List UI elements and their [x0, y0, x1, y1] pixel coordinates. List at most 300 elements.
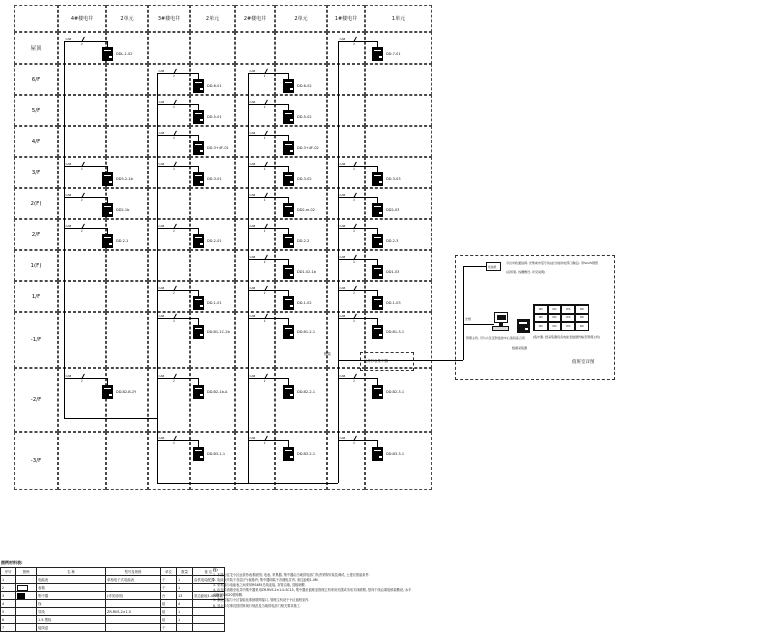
branch-line [157, 318, 198, 319]
branch-line [338, 41, 377, 42]
grid-cell [190, 188, 235, 219]
column-header: 2#楼电井 [235, 5, 275, 32]
cable-label: CAB [158, 223, 165, 228]
grid-cell [106, 432, 148, 490]
legend-cell: 1 [177, 608, 193, 616]
grid-cell [106, 250, 148, 281]
detail-title: 值班室详图 [572, 360, 595, 365]
bank-meter-cell: Wh [548, 322, 562, 331]
meter-label: DD-1-03 [386, 301, 401, 305]
tick-count: 2 [353, 229, 355, 233]
floor-label: 2/F [14, 219, 58, 250]
branch-line [338, 197, 377, 198]
notes-title: 注: [213, 568, 219, 572]
collector-device-icon [517, 319, 530, 333]
tick-count: 2 [263, 74, 266, 78]
branch-line [157, 73, 198, 74]
meter-label: DD-5-01 [207, 115, 222, 119]
branch-line [157, 166, 198, 167]
branch-line [157, 440, 198, 441]
cable-label: CAB [158, 161, 165, 166]
grid-cell [58, 95, 106, 126]
meter-symbol [283, 265, 294, 279]
meter-label: DD-3-02 [297, 177, 312, 181]
riser-line [64, 41, 65, 418]
meter-label: DD-B3-2-1 [297, 452, 316, 456]
branch-drop [288, 440, 289, 447]
cable-label: CAB [249, 99, 256, 104]
legend-cell [193, 608, 225, 616]
grid-cell [235, 32, 275, 64]
branch-drop [198, 440, 199, 447]
meter-symbol [372, 203, 383, 217]
meter-label: DD-1-01 [207, 301, 222, 305]
tick-count: 2 [173, 74, 175, 78]
tick-count: 2 [173, 291, 175, 295]
meter-bank [533, 304, 589, 331]
grid-cell [275, 312, 327, 368]
meter-symbol [102, 385, 113, 399]
tick-count: 2 [173, 319, 175, 323]
grid-cell [58, 312, 106, 368]
meter-label: DD-1-02 [297, 301, 312, 305]
meter-symbol [193, 79, 204, 93]
meter-label: DD-2-01 [207, 239, 222, 243]
cable-label: CAB [249, 285, 256, 290]
tick-count: 2 [80, 229, 83, 233]
legend-cell [193, 616, 225, 624]
legend-cell: 个 [161, 576, 177, 584]
grid-cell [190, 32, 235, 64]
branch-line [338, 440, 377, 441]
legend-cell: 个 [161, 624, 177, 632]
legend-cell [193, 624, 225, 632]
monitor-screen [497, 315, 506, 321]
meter-symbol [193, 385, 204, 399]
legend-cell: 电能表 [37, 576, 106, 584]
meter-label: DDL-1-02 [116, 52, 133, 56]
tick-count: 2 [263, 105, 266, 109]
branch-line [338, 378, 377, 379]
legend-cell: 线 [37, 600, 106, 608]
branch-line [248, 228, 288, 229]
floor-label: 6/F [14, 64, 58, 95]
floor-label: -2/F [14, 368, 58, 432]
legend-cell: (详见说明) [106, 592, 161, 600]
collector-caption: 数据采集器 [512, 346, 528, 350]
grid-cell [148, 250, 190, 281]
branch-line [64, 41, 107, 42]
meter-symbol [283, 141, 294, 155]
meter-symbol [372, 234, 383, 248]
branch-line [248, 290, 288, 291]
grid-cell [327, 64, 365, 95]
branch-drop [288, 318, 289, 325]
meter-symbol [102, 172, 113, 186]
meter-box-symbol [17, 585, 28, 591]
legend-cell: 组 [161, 608, 177, 616]
cable-label: CAB [339, 192, 346, 197]
branch-line [338, 228, 377, 229]
grid-cell [106, 126, 148, 157]
meter-label: DD-3-01 [207, 177, 222, 181]
column-header: 2单元 [106, 5, 148, 32]
branch-line [248, 318, 288, 319]
meter-label: DD-B2-2-1 [297, 390, 316, 394]
meter-symbol [193, 325, 204, 339]
cable-label: CAB [249, 68, 256, 73]
tick-count: 2 [263, 198, 266, 202]
meter-symbol [372, 447, 383, 461]
legend-cell [106, 616, 161, 624]
keyboard-icon [492, 326, 509, 331]
column-header: 2单元 [275, 5, 327, 32]
legend-cell [16, 608, 37, 616]
floor-label: 4/F [14, 126, 58, 157]
tick-count: 2 [173, 167, 175, 171]
legend-header-cell: 单位 [161, 568, 177, 576]
branch-line [248, 73, 288, 74]
grid-cell [327, 32, 365, 64]
column-header: 2单元 [190, 5, 235, 32]
note-item: 1. 本图为住宅小区远传抄表系统图; 电表, 采集器, 集中器由当地供电部门负责采购安装及调试, 土建仅预留条件. [213, 573, 370, 577]
grid-cell [235, 312, 275, 368]
legend-header-cell: 数量 [177, 568, 193, 576]
branch-drop [377, 378, 378, 385]
floor-label: 屋顶 [14, 32, 58, 64]
meter-label: DD-3-03 [386, 177, 401, 181]
tick-count: 2 [353, 319, 355, 323]
grid-cell [148, 188, 190, 219]
branch-line [338, 166, 377, 167]
meter-label: DD2-1b [116, 208, 130, 212]
grid-cell [148, 32, 190, 64]
cable-label: CAB [65, 223, 72, 228]
note-item: 4. 由各层表箱至电井内集中器采用ZR-RVS-2×1.0-SC15, 集中器至值班室管理主机采用光缆或市话专线联网, 竖向干线沿弱电桥架敷设, 水平支线穿JDG20管暗敷. [213, 588, 412, 598]
branch-line [64, 378, 107, 379]
legend-cell: 1 [177, 616, 193, 624]
branch-line [248, 197, 288, 198]
legend-cell: 2 [1, 584, 16, 592]
legend-cell [16, 576, 37, 584]
floor-label: 5/F [14, 95, 58, 126]
tick-count: 2 [353, 260, 355, 264]
cable-label: CAB [65, 36, 72, 41]
riser-line [338, 41, 339, 483]
legend-cell [106, 584, 161, 592]
meter-symbol [193, 296, 204, 310]
cable-label: CAB [65, 373, 72, 378]
legend-cell: 接线盒 [37, 624, 106, 632]
incoming-spec-line2: (沿桥架, 线槽敷设, 详见说明) [506, 270, 546, 274]
legend-cell: 表箱 [37, 584, 106, 592]
floor-label: 1/F [14, 281, 58, 312]
meter-label: DD-3+4F-02 [297, 146, 319, 150]
bank-meter-cell: Wh [548, 314, 562, 323]
grid-cell [58, 432, 106, 490]
branch-line [64, 228, 107, 229]
legend-cell: 6 [1, 616, 16, 624]
meter-label: DD2-03 [386, 208, 400, 212]
branch-drop [288, 378, 289, 385]
tick-count: 2 [173, 229, 175, 233]
grid-cell [327, 126, 365, 157]
legend-cell: 个 [161, 584, 177, 592]
legend-cell: 组 [161, 600, 177, 608]
bank-meter-cell: Wh [534, 314, 548, 323]
tick-count: 2 [173, 379, 175, 383]
bank-meter-cell: Wh [561, 322, 575, 331]
grid-cell [58, 126, 106, 157]
grid-cell [106, 95, 148, 126]
legend-cell: 4 [1, 600, 16, 608]
floor-label: 3/F [14, 157, 58, 188]
meter-label: DD-2-2 [297, 239, 310, 243]
fiber-label: 光缆 [465, 317, 472, 321]
branch-line [338, 290, 377, 291]
trunk-line [64, 418, 157, 419]
tick-count: 2 [80, 42, 83, 46]
grid-cell [327, 219, 365, 250]
floor-label: 2(F) [14, 188, 58, 219]
grid-cell [190, 250, 235, 281]
grid-cell [148, 126, 190, 157]
legend-cell [106, 600, 161, 608]
tick-count: 2 [353, 291, 355, 295]
grid-cell [327, 250, 365, 281]
grid-cell [365, 64, 432, 95]
meter-label: DD-B2-3-1 [386, 390, 405, 394]
legend-header-cell: 图例 [16, 568, 37, 576]
meter-label: DD-B2-1b-A [207, 390, 228, 394]
branch-line [64, 197, 107, 198]
grid-cell [148, 219, 190, 250]
grid-cell [106, 368, 148, 432]
host-caption: 管理主机, 可与小区安防监控中心值班室合用 [466, 336, 525, 340]
cable-label: CAB [339, 254, 346, 259]
legend-cell: 1 [177, 584, 193, 592]
cable-label: CAB [339, 435, 346, 440]
cable-label: CAB [249, 313, 256, 318]
legend-cell [16, 600, 37, 608]
grid-cell [327, 281, 365, 312]
branch-drop [198, 318, 199, 325]
legend-cell: 底边距地1.4M明装 [193, 592, 225, 600]
cable-label: CAB [65, 161, 72, 166]
legend-cell: 1 [1, 576, 16, 584]
cable-label: CAB [158, 373, 165, 378]
note-item: 6. 其余未尽事宜按国家现行规范及当地供电部门相关要求施工. [213, 603, 301, 608]
floor-label: -3/F [14, 432, 58, 490]
tick-count: 2 [263, 167, 266, 171]
legend-cell: 4 [177, 600, 193, 608]
legend-table [0, 567, 225, 632]
column-header: 1#楼电井 [327, 5, 365, 32]
tick-count: 2 [353, 42, 355, 46]
cable-label: CAB [158, 435, 165, 440]
legend-cell [16, 592, 37, 600]
tick-count: 2 [263, 136, 266, 140]
branch-line [157, 135, 198, 136]
bank-meter-cell: Wh [575, 305, 589, 314]
grid-cell [148, 312, 190, 368]
legend-cell [177, 624, 193, 632]
meter-label: DD-B1-3-1 [386, 330, 405, 334]
meter-symbol [102, 203, 113, 217]
cable-label: CAB [158, 313, 165, 318]
tick-count: 2 [263, 260, 266, 264]
meter-symbol [102, 234, 113, 248]
grid-cell [275, 32, 327, 64]
cable-label: CAB [339, 373, 346, 378]
meter-symbol [372, 265, 383, 279]
cable-label: CAB [249, 223, 256, 228]
legend-header-cell: 名 称 [37, 568, 106, 576]
legend-cell [16, 616, 37, 624]
grid-cell [58, 281, 106, 312]
cable-label: CAB [158, 99, 165, 104]
legend-cell: 台 [161, 592, 177, 600]
bank-meter-cell: Wh [575, 322, 589, 331]
grid-cell [327, 157, 365, 188]
cable-label: CAB [158, 285, 165, 290]
cable-label: CAB [339, 285, 346, 290]
meter-symbol [193, 447, 204, 461]
bank-meter-cell: Wh [534, 305, 548, 314]
meter-symbol [283, 110, 294, 124]
meter-symbol [193, 234, 204, 248]
branch-drop [198, 378, 199, 385]
meter-symbol [283, 385, 294, 399]
meter-label: DD-B1-1C-2b [207, 330, 230, 334]
branch-line [248, 259, 288, 260]
cable-label: CAB [249, 161, 256, 166]
meter-label: DD-5-02 [297, 115, 312, 119]
tick-count: 2 [353, 379, 355, 383]
tick-count: 2 [353, 167, 355, 171]
legend-title: 图例材料表: [1, 560, 23, 565]
grid-cell [190, 312, 235, 368]
meter-symbol [283, 447, 294, 461]
legend-header-cell: 型号及规格 [106, 568, 161, 576]
grid-cell [148, 157, 190, 188]
tick-count: 2 [263, 291, 266, 295]
grid-cell [58, 64, 106, 95]
meter-label: DD1-02-1b [297, 270, 317, 274]
meter-symbol [283, 79, 294, 93]
meter-symbol [372, 172, 383, 186]
tick-count: 2 [80, 198, 83, 202]
cable-label: CAB [249, 192, 256, 197]
meter-symbol [193, 141, 204, 155]
grid-cell [106, 281, 148, 312]
meter-symbol [283, 296, 294, 310]
legend-cell: 单相电子式电能表 [106, 576, 161, 584]
tick-count: 2 [173, 441, 175, 445]
tick-count: 2 [80, 379, 83, 383]
note-item: 5. 系统预留与小区智能化系统联网接口, 管理主机设于小区值班室内. [213, 598, 310, 603]
bank-meter-cell: Wh [561, 314, 575, 323]
meter-label: DD-B1-2-1 [297, 330, 316, 334]
cable-label: CAB [339, 161, 346, 166]
legend-header-cell: 序号 [1, 568, 16, 576]
trunk-line [157, 483, 338, 484]
grid-cell [14, 5, 58, 32]
legend-cell: 7 [1, 624, 16, 632]
grid-cell [148, 281, 190, 312]
legend-cell: 1 [177, 576, 193, 584]
legend-cell: 导线 [37, 608, 106, 616]
meter-symbol [283, 172, 294, 186]
legend-cell [106, 624, 161, 632]
branch-line [157, 228, 198, 229]
legend-cell: 集中器 [37, 592, 106, 600]
tick-count: 2 [263, 319, 266, 323]
bank-caption: (集中器, 经采集器将各电能表数据传输至管理主机) [533, 335, 601, 339]
branch-drop [377, 318, 378, 325]
branch-drop [107, 378, 108, 385]
grid-cell [106, 312, 148, 368]
notes-block [213, 568, 413, 609]
column-header: 1单元 [365, 5, 432, 32]
meter-label: DD-2-1 [116, 239, 129, 243]
cable-label: CAB [65, 192, 72, 197]
branch-line [248, 104, 288, 105]
concentrator-symbol [17, 593, 25, 599]
meter-symbol [283, 203, 294, 217]
legend-cell [16, 584, 37, 592]
collector-box-label: 远传抄表集中器 [364, 359, 388, 363]
cable-label: CAB [339, 223, 346, 228]
bank-meter-cell: Wh [575, 314, 589, 323]
tick-count: 2 [353, 198, 355, 202]
meter-label: DD-3+4F-01 [207, 146, 229, 150]
legend-cell: 由供电局配置 [193, 576, 225, 584]
bank-meter-cell: Wh [548, 305, 562, 314]
grid-cell [106, 64, 148, 95]
bank-meter-cell: Wh [561, 305, 575, 314]
branch-line [248, 166, 288, 167]
branch-line [157, 290, 198, 291]
legend-cell: 5 [1, 608, 16, 616]
cable-label: CAB [339, 36, 346, 41]
tick-count: 2 [263, 441, 266, 445]
meter-label: DD-B3-3-1 [386, 452, 405, 456]
legend-cell: 1.5.塑线 [37, 616, 106, 624]
tick-count: 2 [263, 229, 266, 233]
cable-label: CAB [249, 373, 256, 378]
meter-label: DD-7-01 [386, 52, 401, 56]
meter-label: DD-2-3 [386, 239, 399, 243]
tick-count: 2 [353, 441, 355, 445]
cable-tray-label: 桥架 [324, 352, 331, 356]
branch-drop [377, 440, 378, 447]
cable-label: CAB [158, 130, 165, 135]
meter-label: DD-B3-1-1 [207, 452, 226, 456]
tick-count: 2 [263, 379, 266, 383]
note-item: 3. 采集器与电能表之间采用RS485总线连接, 穿管沿墙, 顶板暗敷. [213, 583, 306, 588]
branch-line [338, 318, 377, 319]
meter-symbol [102, 47, 113, 61]
grid-cell [327, 95, 365, 126]
legend-cell: 13 [177, 592, 193, 600]
legend-cell: 3 [1, 592, 16, 600]
grid-cell [327, 188, 365, 219]
cable-label: CAB [249, 130, 256, 135]
legend-cell: ZR-RVS-2×1.0 [106, 608, 161, 616]
column-header: 3#楼电井 [148, 5, 190, 32]
meter-symbol [372, 296, 383, 310]
